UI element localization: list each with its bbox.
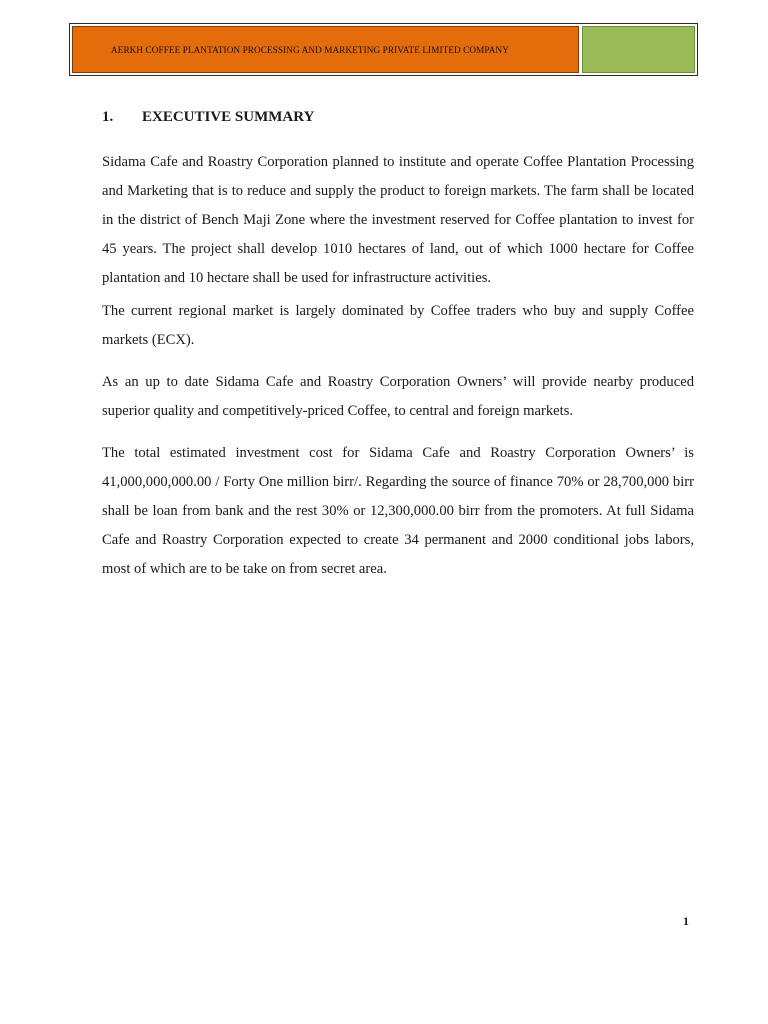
section-title: EXECUTIVE SUMMARY [142,109,315,125]
paragraph-owners: As an up to date Sidama Cafe and Roastry Corporation Owners’ will provide nearby produced superior quality and competitively-priced Coffee, to central and foreign markets. [102,374,694,419]
body-content [102,148,694,584]
page-header [69,23,698,76]
paragraph-investment: The total estimated investment cost for Sidama Cafe and Roastry Corporation Owners’ is 41,000,000,000.00 / Forty One million birr/. Regarding the source of finance 70% or 28,700,000 birr shall be loan from bank and the rest 30% or 12,300,000.00 birr from the promoters. At full Sidama Cafe and Roastry Corporation expected to create 34 permanent and 2000 conditional jobs labors, most of which are to be take on from secret area. [102,445,694,577]
section-number: 1. [102,109,114,125]
paragraph-intro: Sidama Cafe and Roastry Corporation planned to institute and operate Coffee Plantation Processing and Marketing that is to reduce and supply the product to foreign markets. The farm shall be located in the district of Bench Maji Zone where the investment reserved for Coffee plantation to invest for 45 years. The project shall develop 1010 hectares of land, out of which 1000 hectare for Coffee plantation and 10 hectare shall be used for infrastructure activities. [102,154,694,286]
paragraph-market: The current regional market is largely dominated by Coffee traders who buy and supply Coffee markets (ECX). [102,303,694,348]
header-title-box [72,26,579,73]
section-heading [102,109,314,126]
header-accent-box [582,26,695,73]
header-title: AERKH COFFEE PLANTATION PROCESSING AND MARKETING PRIVATE LIMITED COMPANY [111,44,509,55]
page-number: 1 [683,914,689,928]
